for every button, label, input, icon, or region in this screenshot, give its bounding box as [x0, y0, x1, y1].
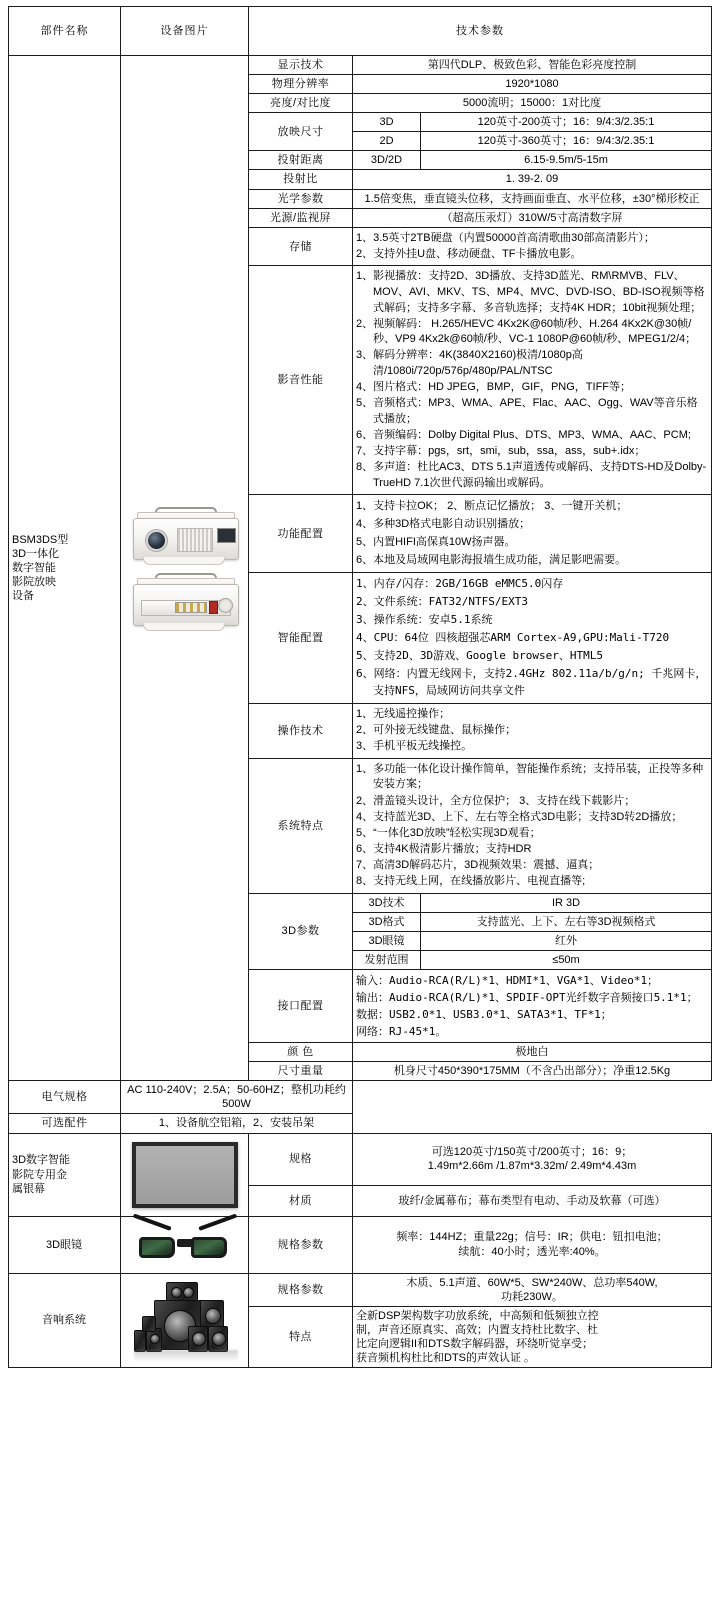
value-accessories: 1、设备航空铝箱，2、安装吊架 [121, 1114, 353, 1133]
list-item: 6、本地及局域网电影海报墙生成功能，满足影吧需要。 [356, 554, 627, 567]
list-item: 1、支持卡拉OK； 2、断点记忆播放； 3、一键开关机； [356, 500, 628, 513]
sub-3d-format: 3D格式 [353, 912, 421, 931]
label-audio-features: 特点 [249, 1306, 353, 1367]
screen-image-cell [121, 1133, 249, 1216]
list-item: 2、滑盖镜头设计，全方位保护； 3、支持在线下载影片； [356, 794, 636, 807]
value-line: 比定向逻辑II和DTS数字解码器，环绕听觉享受； [356, 1337, 594, 1350]
list-item: 输入：Audio-RCA(R/L)*1、HDMI*1、VGA*1、Video*1； [356, 973, 659, 987]
product-name-line: 音响系统 [42, 1314, 86, 1327]
value-line: 续航：40小时；透光率:40%。 [458, 1245, 606, 1258]
speaker-system-photo [126, 1278, 244, 1362]
label-function-config: 功能配置 [249, 495, 353, 573]
metal-screen-photo [132, 1142, 238, 1208]
product-name-line: 设备 [12, 590, 34, 603]
value-line: 获音频机构杜比和DTS的声效认证 。 [356, 1351, 536, 1364]
sub-3d-tech: 3D技术 [353, 893, 421, 912]
sub-3d-glasses: 3D眼镜 [353, 931, 421, 950]
value-screen-spec [353, 1133, 712, 1186]
list-item: 4、图片格式：HD JPEG，BMP，GIF，PNG，TIFF等； [356, 381, 632, 394]
sub-screen-size-2d: 2D [353, 132, 421, 151]
product-name-audio [9, 1273, 121, 1367]
row-audio-spec [9, 1273, 712, 1306]
product-name-line: 3D一体化 [12, 548, 60, 561]
product-name-line: 3D数字智能 [12, 1154, 71, 1167]
product-name-line: 影院放映 [12, 576, 56, 589]
product-name-line: 属银幕 [12, 1182, 45, 1195]
value-electrical: AC 110-240V；2.5A；50-60HZ；整机功耗约500W [121, 1081, 353, 1114]
row-screen-spec [9, 1133, 712, 1186]
row-glasses-spec [9, 1216, 712, 1273]
header-tech-params: 技术参数 [249, 7, 712, 56]
product-name-screen [9, 1133, 121, 1216]
list-item: 5、音频格式：MP3、WMA、APE、Flac、AAC、Ogg、WAV等音乐格式播放； [356, 397, 698, 425]
av-performance-list [356, 269, 708, 491]
list-item: 2、文件系统：FAT32/NTFS/EXT3 [356, 595, 528, 609]
list-item: 网络：RJ-45*1。 [356, 1025, 447, 1039]
list-item: 1、多功能一体化设计操作简单，智能操作系统；支持吊装，正投等多种安装方案； [356, 762, 704, 791]
product-name-projector [9, 56, 121, 1081]
value-glasses-spec [353, 1216, 712, 1273]
label-dimensions: 尺寸重量 [249, 1062, 353, 1081]
label-av-performance: 影音性能 [249, 266, 353, 495]
sub-3d-range: 发射范围 [353, 950, 421, 969]
value-resolution: 1920*1080 [353, 75, 712, 94]
row-electrical [9, 1081, 712, 1114]
label-screen-size: 放映尺寸 [249, 113, 353, 151]
list-item: 5、“一体化3D放映”轻松实现3D观看； [356, 826, 541, 839]
label-screen-material: 材质 [249, 1186, 353, 1216]
list-item: 2、视频解码： H.265/HEVC 4Kx2K@60帧/秒、H.264 4Kx2K@30帧/秒、VP9 4Kx2k@60帧/秒、VC-1 1080P@60帧/秒、MPEG1/2/4； [356, 317, 697, 346]
label-screen-spec: 规格 [249, 1133, 353, 1186]
projector-image-cell [121, 56, 249, 1081]
value-3d-range: ≤50m [421, 950, 712, 969]
row-accessories [9, 1114, 712, 1133]
label-smart-config: 智能配置 [249, 573, 353, 704]
list-item: 4、多种3D格式电影自动识别播放； [356, 518, 531, 531]
value-optical: 1.5倍变焦，垂直镜头位移，支持画面垂直、水平位移，±30°梯形校正 [353, 189, 712, 208]
projector-rear-view-icon [129, 570, 241, 632]
label-storage: 存储 [249, 227, 353, 266]
value-line: 木质、5.1声道、60W*5、SW*240W、总功率540W, [406, 1276, 658, 1289]
projector-lens-icon [146, 530, 167, 551]
header-part-name: 部件名称 [9, 7, 121, 56]
list-item: 8、支持无线上网，在线播放影片、电视直播等; [356, 875, 586, 888]
list-item: 1、3.5英寸2TB硬盘（内置50000首高清歌曲30部高清影片）； [356, 231, 655, 244]
list-item: 7、高清3D解码芯片，3D视频效果：震撼、逼真； [356, 858, 600, 871]
product-name-line: BSM3DS型 [12, 533, 69, 546]
product-name-line: 3D眼镜 [45, 1238, 83, 1251]
value-color: 极地白 [353, 1043, 712, 1062]
label-audio-spec: 规格参数 [249, 1273, 353, 1306]
label-3d-params: 3D参数 [249, 893, 353, 969]
storage-list [356, 231, 708, 263]
list-item: 1、影视播放：支持2D、3D播放、支持3D蓝光、RM\RMVB、FLV、MOV、AVI、MKV、TS、MP4、MVC、DVD-ISO、BD-ISO视频等格式解码；支持多字幕、多音轨选择；支持4K HDR；10bit视频处理； [356, 270, 705, 314]
label-optical: 光学参数 [249, 189, 353, 208]
product-spec-table [8, 6, 712, 1368]
glasses-image-cell [121, 1216, 249, 1273]
value-storage [353, 227, 712, 266]
value-screen-size-2d: 120英寸-360英寸；16：9/4:3/2.35:1 [421, 132, 712, 151]
value-audio-spec [353, 1273, 712, 1306]
product-name-line: 影院专用金 [12, 1168, 67, 1181]
list-item: 7、支持字幕：pgs，srt，smi，sub，ssa，ass，sub+.idx； [356, 445, 646, 458]
value-line: 全新DSP架构数字功放系统，中高频和低频独立控 [356, 1309, 599, 1322]
table-header-row [9, 7, 712, 56]
list-item: 数据：USB2.0*1、USB3.0*1、SATA3*1、TF*1； [356, 1008, 612, 1022]
header-device-image: 设备图片 [121, 7, 249, 56]
label-resolution: 物理分辨率 [249, 75, 353, 94]
list-item: 输出：Audio-RCA(R/L)*1、SPDIF-OPT光纤数字音频接口5.1*1； [356, 991, 698, 1005]
list-item: 8、多声道：杜比AC3、DTS 5.1声道透传或解码、支持DTS-HD及Dolby-TrueHD 7.1次世代源码输出或解码。 [356, 461, 707, 489]
label-accessories: 可选配件 [9, 1114, 121, 1133]
product-name-glasses [9, 1216, 121, 1273]
value-audio-features [353, 1306, 712, 1367]
system-features-list [356, 762, 708, 890]
list-item: 5、内置HIFI高保真10W扬声器。 [356, 536, 516, 549]
value-throw-distance: 6.15-9.5m/5-15m [421, 151, 712, 170]
value-brightness: 5000流明；15000：1对比度 [353, 94, 712, 113]
list-item: 3、解码分辨率：4K(3840X2160)极清/1080p高清/1080i/720p/576p/480p/PAL/NTSC [356, 349, 583, 378]
operation-tech-list [356, 707, 708, 755]
label-color: 颜 色 [249, 1043, 353, 1062]
interface-config-lines [356, 972, 708, 1040]
list-item: 3、操作系统：安卓5.1系统 [356, 613, 493, 627]
3d-glasses-photo [129, 1221, 241, 1269]
list-item: 5、支持2D、3D游戏、Google browser、HTML5 [356, 649, 603, 663]
audio-image-cell [121, 1273, 249, 1367]
list-item: 3、手机平板无线操控。 [356, 740, 473, 753]
value-system-features [353, 758, 712, 893]
label-throw-ratio: 投射比 [249, 170, 353, 189]
value-av-performance [353, 266, 712, 495]
value-smart-config [353, 573, 712, 704]
label-system-features: 系统特点 [249, 758, 353, 893]
value-display-tech: 第四代DLP、极致色彩、智能色彩亮度控制 [353, 56, 712, 75]
value-line: 制，声音还原真实、高效；内置支持杜比数字、杜 [356, 1323, 598, 1336]
value-screen-material: 玻纤/金属幕布；幕布类型有电动、手动及软幕（可选） [353, 1186, 712, 1216]
label-glasses-spec: 规格参数 [249, 1216, 353, 1273]
product-name-line: 数字智能 [12, 562, 56, 575]
list-item: 6、支持4K极清影片播放；支持HDR [356, 842, 532, 855]
value-line: 功耗230W。 [501, 1290, 563, 1303]
value-line: 1.49m*2.66m /1.87m*3.32m/ 2.49m*4.43m [427, 1160, 637, 1173]
value-3d-glasses: 红外 [421, 931, 712, 950]
list-item: 1、内存/闪存：2GB/16GB eMMC5.0闪存 [356, 577, 564, 591]
label-interface-config: 接口配置 [249, 969, 353, 1042]
list-item: 4、支持蓝光3D、上下、左右等全格式3D电影；支持3D转2D播放； [356, 810, 683, 823]
value-lamp-monitor: （超高压汞灯）310W/5寸高清数字屏 [353, 208, 712, 227]
list-item: 6、网络：内置无线网卡，支持2.4GHz 802.11a/b/g/n; 千兆网卡，支持NFS，局域网访问共享文件 [356, 667, 707, 697]
row-display-tech [9, 56, 712, 75]
smart-config-list [356, 576, 708, 699]
list-item: 2、支持外挂U盘、移动硬盘、TF卡播放电影。 [356, 247, 582, 260]
label-operation-tech: 操作技术 [249, 703, 353, 758]
value-line: 频率：144HZ；重量22g；信号：IR；供电：钮扣电池； [396, 1231, 668, 1244]
value-screen-size-3d: 120英寸-200英寸；16：9/4:3/2.35:1 [421, 113, 712, 132]
label-brightness: 亮度/对比度 [249, 94, 353, 113]
function-config-list [356, 498, 708, 569]
label-throw-distance: 投射距离 [249, 151, 353, 170]
label-display-tech: 显示技术 [249, 56, 353, 75]
value-dimensions: 机身尺寸450*390*175MM（不含凸出部分）；净重12.5Kg [353, 1062, 712, 1081]
projector-front-view-icon [129, 504, 241, 566]
value-line: 可选120英寸/150英寸/200英寸；16：9； [431, 1146, 633, 1159]
label-lamp-monitor: 光源/监视屏 [249, 208, 353, 227]
sub-screen-size-3d: 3D [353, 113, 421, 132]
list-item: 2、可外接无线键盘、鼠标操作； [356, 724, 517, 737]
sub-throw-distance: 3D/2D [353, 151, 421, 170]
value-3d-format: 支持蓝光、上下、左右等3D视频格式 [421, 912, 712, 931]
value-3d-tech: IR 3D [421, 893, 712, 912]
list-item: 6、音频编码：Dolby Digital Plus、DTS、MP3、WMA、AAC、PCM; [356, 429, 691, 442]
value-operation-tech [353, 703, 712, 758]
value-function-config [353, 495, 712, 573]
value-interface-config [353, 969, 712, 1042]
list-item: 4、CPU：64位 四核超强芯ARM Cortex-A9,GPU:Mali-T720 [356, 631, 670, 645]
value-throw-ratio: 1. 39-2. 09 [353, 170, 712, 189]
projector-photo [124, 500, 245, 636]
label-electrical: 电气规格 [9, 1081, 121, 1114]
list-item: 1、无线遥控操作； [356, 707, 451, 720]
